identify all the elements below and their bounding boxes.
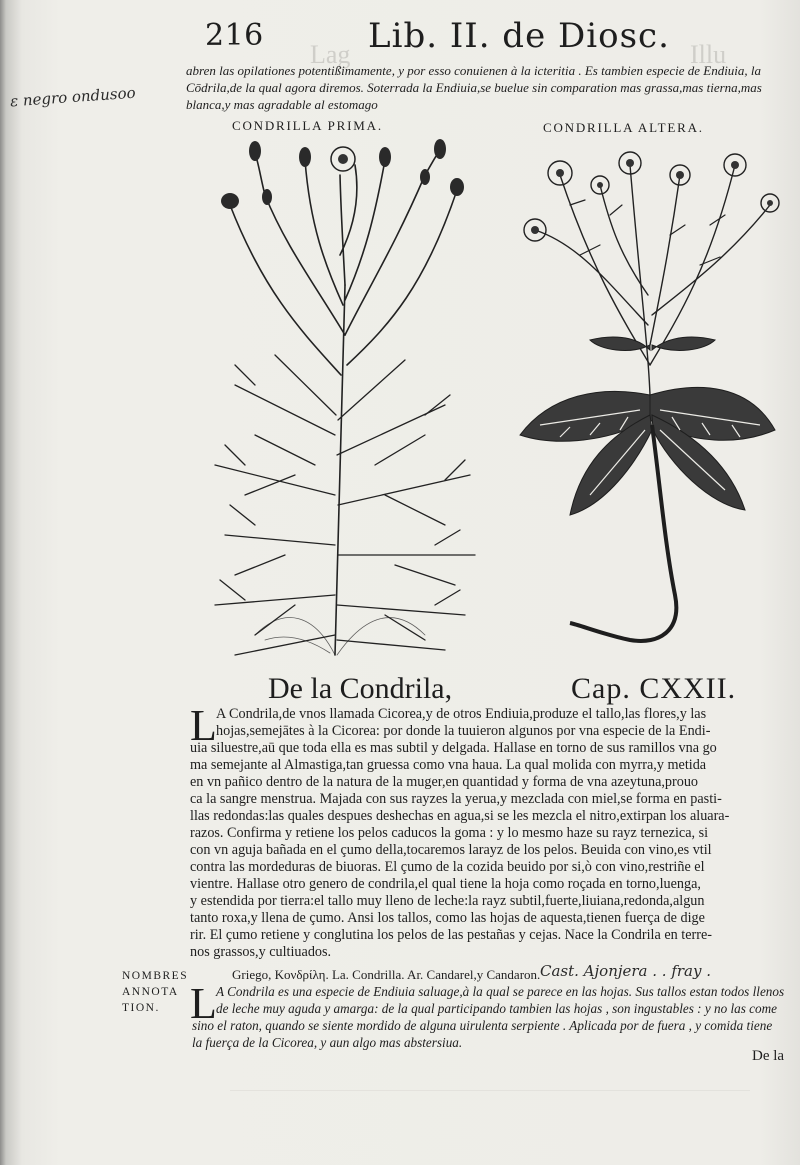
intro-line: blanca,y mas agradable al estomago <box>186 97 378 112</box>
body-line: vientre. Hallase otro genero de condrila,el qual tiene la hoja como roçada en torno,luenga, <box>190 876 701 892</box>
annotation-line: de leche muy aguda y amarga: de la qual participando tambien las hojas , son ingustables : y no las come <box>216 1001 778 1016</box>
margin-note-line: NOMBRES <box>122 970 189 982</box>
page-number: 216 <box>205 18 264 53</box>
chapter-title: De la Condrila, <box>268 672 453 705</box>
handwritten-castilian-name: Cast. Ajonjera . . fray . <box>540 962 712 980</box>
margin-note-line: TION. <box>122 1002 160 1014</box>
margin-note <box>122 968 188 1016</box>
margin-note-line: ANNOTA <box>122 986 179 998</box>
intro-line: Cōdrila,de la qual agora diremos. Soterrada la Endiuia,se buelue sin comparation mas grassa,mas tierna,mas <box>186 80 762 95</box>
drop-cap: L <box>190 701 217 750</box>
body-line: tanto roxa,y llena de çumo. Ansi los tallos, como las hojas de aquesta,tienen fuerça de dige <box>190 910 705 926</box>
body-line: con vn aguja bañada en el çumo della,tocaremos larayz de los pelos. Beuida con vino,es vtil <box>190 842 712 858</box>
bleed-through-area <box>230 1090 750 1151</box>
body-line: contra las mordeduras de biuoras. El çumo de la cozida beuido por si,ò con vino,restriñe el <box>190 859 705 875</box>
bleed-through-text: Illu <box>690 40 727 69</box>
body-line: ma semejante al Almastiga,tan gruessa como vna haua. La qual molida con myrra,y metida <box>190 757 707 773</box>
body-line: nos grassos,y cultiuados. <box>190 944 332 960</box>
body-line: A Condrila,de vnos llamada Cicorea,y de otros Endiuia,produze el tallo,las flores,y las <box>216 706 707 722</box>
body-line: razos. Confirma y retiene los pelos caducos la goma : y lo mesmo haze su rayz ternezica, si <box>190 825 709 841</box>
annotation-drop-cap: L <box>190 979 217 1028</box>
running-title: Lib. II. de Diosc. <box>368 16 670 56</box>
names-line: Griego, Κονδρίλη. La. Condrilla. Ar. Candarel,y Candaron. <box>232 967 541 982</box>
condrilla-prima-illustration <box>195 135 490 660</box>
body-line: en vn pañico dentro de la natura de la muger,en quantidad y forma de vna azeytuna,prouo <box>190 774 699 790</box>
body-line: rir. El çumo retiene y conglutina los pelos de las pestañas y cejas. Nace la Condrila en terre- <box>190 927 712 943</box>
caption-condrilla-prima: CONDRILLA PRIMA. <box>232 118 383 133</box>
body-line: hojas,semejātes à la Cicorea: por donde la tuuieron algunos por vna especie de la Endi- <box>216 723 711 739</box>
catchword: De la <box>752 1048 785 1064</box>
chapter-number: Cap. CXXII. <box>571 672 737 705</box>
body-line: ca la sangre menstrua. Majada con sus rayzes la yerua,y mezclada con miel,se forma en pasti- <box>190 791 722 807</box>
body-line: llas redondas:las quales despues deshechas en agua,si se les mezcla el nitro,extirpan los aluara- <box>190 808 730 824</box>
bleed-through-text: Lag <box>310 40 351 69</box>
handwritten-margin-note: ɛ negro ondusoo <box>9 83 137 111</box>
body-line: uia siluestre,aū que toda ella es mas subtil y delgada. Hallase en torno de sus ramillos vna go <box>190 740 717 756</box>
annotation-line: la fuerça de la Cicorea, y aun algo mas abstersiua. <box>192 1035 463 1050</box>
annotation-line: A Condrila es una especie de Endiuia saluage,à la qual se parece en las hojas. Sus tallos estan todos llenos <box>216 984 785 999</box>
annotation-line: sino el raton, quando se siente mordido de alguna uirulenta serpiente . Aplicada por de fuera , y comida tiene <box>192 1018 773 1033</box>
intro-line: abren las opilationes potentißimamente, y por esso conuienen à la icteritia . Es tambien especie de Endiuia, la <box>186 63 762 78</box>
condrilla-altera-illustration <box>510 145 790 660</box>
body-line: y estendida por tierra:el tallo muy lleno de leche:la rayz subtil,fuerte,liuiana,redonda,algun <box>190 893 705 909</box>
caption-condrilla-altera: CONDRILLA ALTERA. <box>543 120 704 135</box>
